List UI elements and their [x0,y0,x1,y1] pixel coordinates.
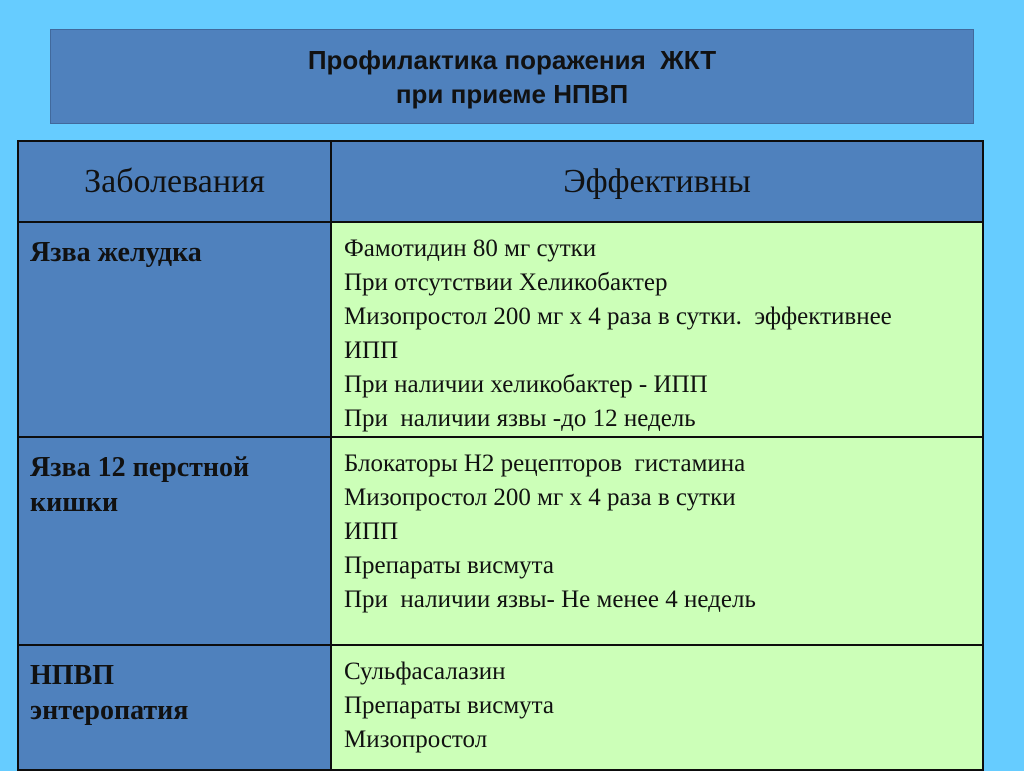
treatment-line: ИПП [344,337,399,364]
effective-cell [331,645,983,770]
slide-title-line-2: при приеме НПВП [395,78,629,109]
treatment-line: Сульфасалазин [344,658,506,685]
treatment-line: ИПП [344,518,399,545]
table-row-duodenal-ulcer [18,437,983,645]
treatment-line: Мизопростол [344,726,488,753]
treatment-line: Мизопростол 200 мг х 4 раза в сутки. эффективнее [344,303,892,330]
disease-cell [18,645,331,770]
treatment-line: При наличии язвы -до 12 недель [344,405,696,432]
table-row-stomach-ulcer [18,222,983,437]
table-row-nsaid-enteropathy [18,645,983,770]
treatment-line: При наличии хеликобактер - ИПП [344,371,708,398]
treatment-line: Мизопростол 200 мг х 4 раза в сутки [344,484,736,511]
disease-text: кишки [30,487,119,518]
disease-text: Язва желудка [30,237,202,268]
effective-cell [331,437,983,645]
effective-cell [331,222,983,437]
slide-title-line-1: Профилактика поражения ЖКТ [307,44,717,75]
disease-text: энтеропатия [30,695,189,726]
disease-cell [18,222,331,437]
treatment-line: При наличии язвы- Не менее 4 недель [344,586,756,613]
treatment-line: Препараты висмута [344,692,554,719]
title-banner [50,29,974,124]
treatment-line: При отсутствии Хеликобактер [344,269,668,296]
treatment-line: Фамотидин 80 мг сутки [344,235,597,262]
header-effective: Эффективны [331,141,983,222]
treatment-table [17,140,984,771]
disease-text: Язва 12 перстной [30,452,250,483]
header-diseases: Заболевания [18,141,331,222]
treatment-line: Блокаторы Н2 рецепторов гистамина [344,450,746,477]
treatment-line: Препараты висмута [344,552,554,579]
disease-cell [18,437,331,645]
disease-text: НПВП [30,660,115,691]
table-header-row [18,141,983,222]
